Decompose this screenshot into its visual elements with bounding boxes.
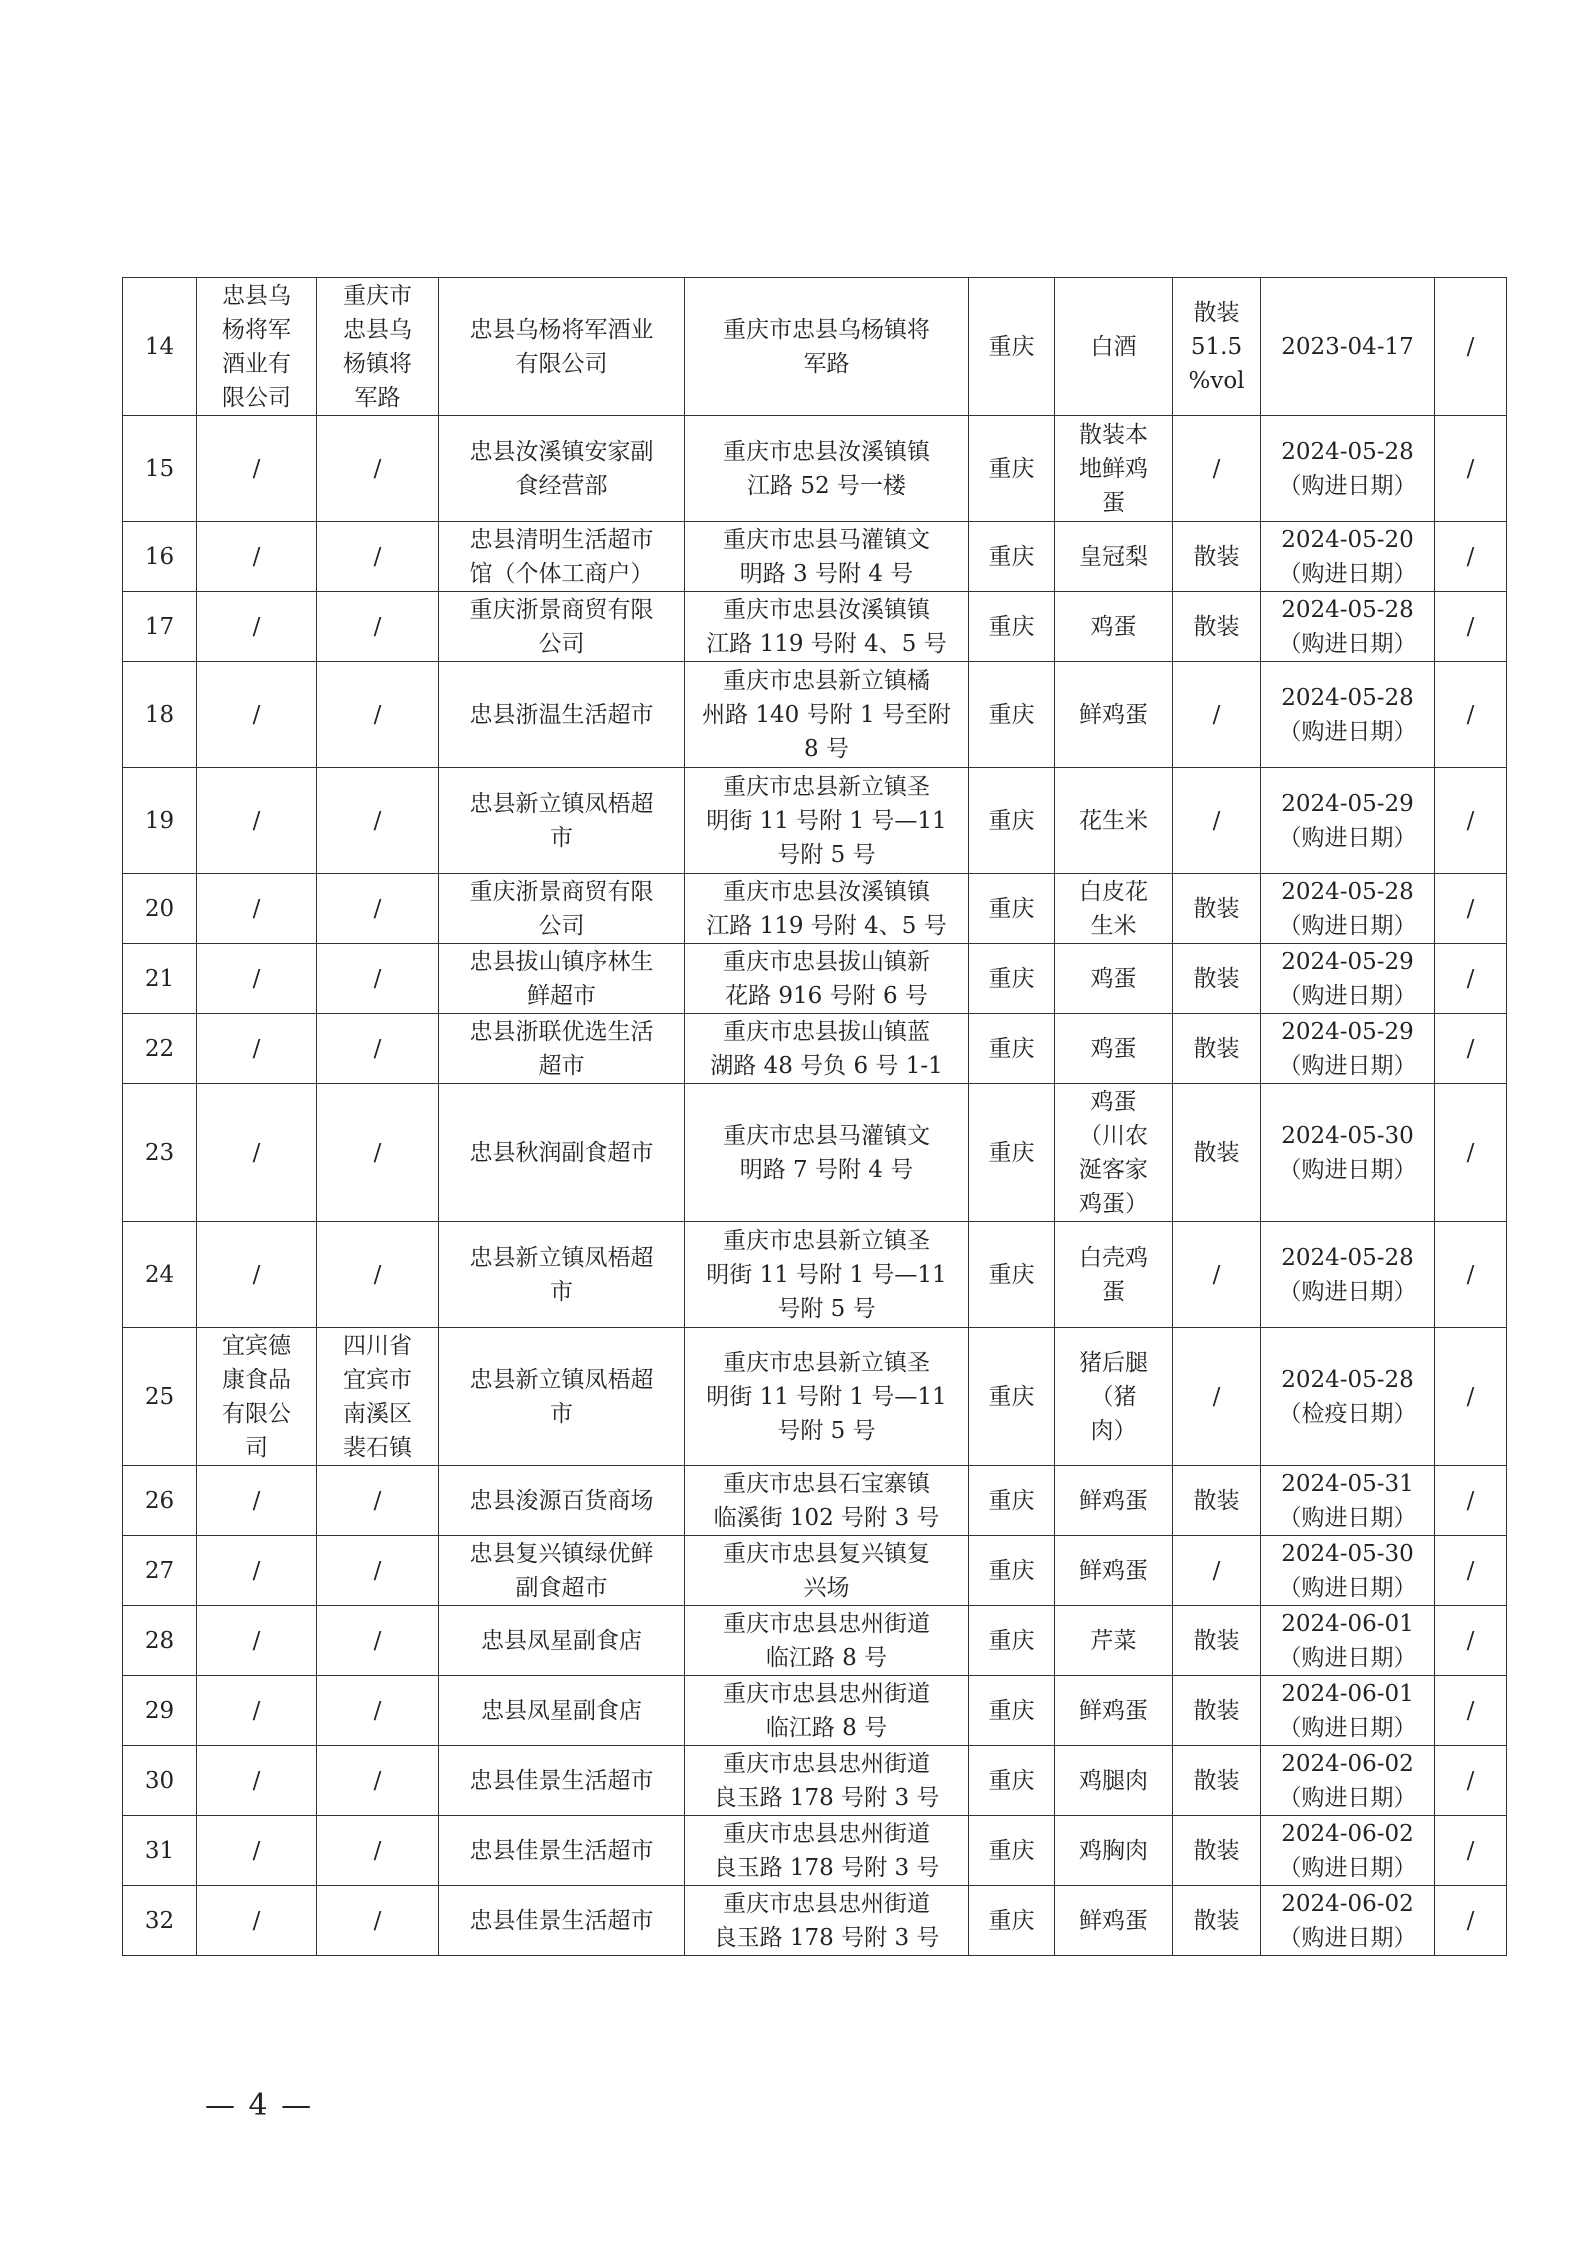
cell-production-date: 2024-06-02 （购进日期） — [1261, 1886, 1435, 1956]
cell-sampled-entity-name: 忠县浚源百货商场 — [439, 1466, 685, 1536]
cell-sampled-entity-address: 重庆市忠县汝溪镇镇 江路 52 号一楼 — [685, 416, 969, 522]
cell-manufacturer-name: / — [197, 416, 317, 522]
cell-remarks: / — [1435, 1536, 1507, 1606]
cell-product-name: 皇冠梨 — [1055, 522, 1173, 592]
cell-specification: 散装 — [1173, 522, 1261, 592]
cell-manufacturer-address: 四川省 宜宾市 南溪区 裴石镇 — [317, 1328, 439, 1466]
cell-manufacturer-address: / — [317, 768, 439, 874]
table-row — [123, 944, 1507, 1014]
cell-sampled-entity-address: 重庆市忠县拔山镇新 花路 916 号附 6 号 — [685, 944, 969, 1014]
cell-manufacturer-address: / — [317, 1466, 439, 1536]
cell-specification: 散装 — [1173, 1676, 1261, 1746]
cell-production-date: 2024-05-29 （购进日期） — [1261, 768, 1435, 874]
cell-serial-no: 20 — [123, 874, 197, 944]
cell-production-date: 2024-05-30 （购进日期） — [1261, 1084, 1435, 1222]
cell-manufacturer-name: 忠县乌 杨将军 酒业有 限公司 — [197, 278, 317, 416]
cell-region: 重庆 — [969, 592, 1055, 662]
cell-sampled-entity-name: 忠县凤星副食店 — [439, 1606, 685, 1676]
cell-product-name: 鲜鸡蛋 — [1055, 1676, 1173, 1746]
cell-production-date: 2024-05-30 （购进日期） — [1261, 1536, 1435, 1606]
cell-region: 重庆 — [969, 1606, 1055, 1676]
table-row — [123, 874, 1507, 944]
table-row — [123, 416, 1507, 522]
cell-region: 重庆 — [969, 874, 1055, 944]
cell-region: 重庆 — [969, 768, 1055, 874]
cell-sampled-entity-address: 重庆市忠县汝溪镇镇 江路 119 号附 4、5 号 — [685, 592, 969, 662]
cell-manufacturer-name: / — [197, 1606, 317, 1676]
cell-region: 重庆 — [969, 1816, 1055, 1886]
cell-sampled-entity-name: 忠县浙联优选生活 超市 — [439, 1014, 685, 1084]
cell-sampled-entity-name: 重庆浙景商贸有限 公司 — [439, 874, 685, 944]
cell-sampled-entity-name: 重庆浙景商贸有限 公司 — [439, 592, 685, 662]
cell-specification: / — [1173, 768, 1261, 874]
table-row — [123, 1816, 1507, 1886]
cell-manufacturer-name: / — [197, 768, 317, 874]
table-row — [123, 1746, 1507, 1816]
table-row — [123, 1886, 1507, 1956]
cell-serial-no: 28 — [123, 1606, 197, 1676]
table-row — [123, 1676, 1507, 1746]
table-row — [123, 662, 1507, 768]
cell-specification: 散装 — [1173, 944, 1261, 1014]
cell-serial-no: 18 — [123, 662, 197, 768]
cell-sampled-entity-address: 重庆市忠县新立镇圣 明街 11 号附 1 号—11 号附 5 号 — [685, 768, 969, 874]
cell-sampled-entity-name: 忠县浙温生活超市 — [439, 662, 685, 768]
cell-manufacturer-name: / — [197, 1084, 317, 1222]
cell-specification: 散装 — [1173, 1084, 1261, 1222]
cell-serial-no: 23 — [123, 1084, 197, 1222]
cell-region: 重庆 — [969, 1536, 1055, 1606]
cell-product-name: 鸡胸肉 — [1055, 1816, 1173, 1886]
cell-product-name: 鸡蛋 — [1055, 1014, 1173, 1084]
cell-region: 重庆 — [969, 278, 1055, 416]
cell-specification: 散装 — [1173, 1886, 1261, 1956]
cell-remarks: / — [1435, 278, 1507, 416]
cell-product-name: 白皮花 生米 — [1055, 874, 1173, 944]
cell-production-date: 2024-05-28 （购进日期） — [1261, 1222, 1435, 1328]
cell-manufacturer-address: / — [317, 1014, 439, 1084]
cell-region: 重庆 — [969, 944, 1055, 1014]
cell-production-date: 2024-06-02 （购进日期） — [1261, 1816, 1435, 1886]
cell-production-date: 2024-05-28 （购进日期） — [1261, 416, 1435, 522]
sampling-results-table — [122, 277, 1506, 1956]
cell-product-name: 白酒 — [1055, 278, 1173, 416]
cell-serial-no: 29 — [123, 1676, 197, 1746]
cell-region: 重庆 — [969, 1886, 1055, 1956]
cell-sampled-entity-address: 重庆市忠县乌杨镇将 军路 — [685, 278, 969, 416]
cell-remarks: / — [1435, 416, 1507, 522]
cell-sampled-entity-address: 重庆市忠县马灌镇文 明路 7 号附 4 号 — [685, 1084, 969, 1222]
cell-production-date: 2024-06-02 （购进日期） — [1261, 1746, 1435, 1816]
cell-serial-no: 32 — [123, 1886, 197, 1956]
cell-manufacturer-name: / — [197, 1886, 317, 1956]
table-row — [123, 1606, 1507, 1676]
cell-region: 重庆 — [969, 522, 1055, 592]
page-number: — 4 — — [205, 2088, 314, 2123]
cell-sampled-entity-address: 重庆市忠县新立镇橘 州路 140 号附 1 号至附 8 号 — [685, 662, 969, 768]
cell-serial-no: 14 — [123, 278, 197, 416]
cell-sampled-entity-address: 重庆市忠县忠州街道 良玉路 178 号附 3 号 — [685, 1746, 969, 1816]
cell-region: 重庆 — [969, 1746, 1055, 1816]
cell-remarks: / — [1435, 1816, 1507, 1886]
cell-remarks: / — [1435, 1606, 1507, 1676]
cell-sampled-entity-address: 重庆市忠县拔山镇蓝 湖路 48 号负 6 号 1-1 — [685, 1014, 969, 1084]
cell-manufacturer-address: / — [317, 1746, 439, 1816]
cell-product-name: 鲜鸡蛋 — [1055, 662, 1173, 768]
cell-product-name: 花生米 — [1055, 768, 1173, 874]
cell-sampled-entity-address: 重庆市忠县新立镇圣 明街 11 号附 1 号—11 号附 5 号 — [685, 1328, 969, 1466]
cell-product-name: 鲜鸡蛋 — [1055, 1886, 1173, 1956]
cell-specification: 散装 — [1173, 1014, 1261, 1084]
cell-sampled-entity-name: 忠县清明生活超市 馆（个体工商户） — [439, 522, 685, 592]
cell-production-date: 2024-06-01 （购进日期） — [1261, 1606, 1435, 1676]
cell-remarks: / — [1435, 1746, 1507, 1816]
cell-manufacturer-name: / — [197, 522, 317, 592]
cell-remarks: / — [1435, 1084, 1507, 1222]
table-row — [123, 522, 1507, 592]
cell-sampled-entity-address: 重庆市忠县马灌镇文 明路 3 号附 4 号 — [685, 522, 969, 592]
cell-remarks: / — [1435, 1014, 1507, 1084]
cell-product-name: 芹菜 — [1055, 1606, 1173, 1676]
cell-manufacturer-address: / — [317, 1606, 439, 1676]
cell-sampled-entity-address: 重庆市忠县新立镇圣 明街 11 号附 1 号—11 号附 5 号 — [685, 1222, 969, 1328]
cell-remarks: / — [1435, 1676, 1507, 1746]
table-row — [123, 1328, 1507, 1466]
cell-manufacturer-name: / — [197, 592, 317, 662]
cell-sampled-entity-name: 忠县乌杨将军酒业 有限公司 — [439, 278, 685, 416]
cell-specification: / — [1173, 1222, 1261, 1328]
table-row — [123, 278, 1507, 416]
cell-sampled-entity-name: 忠县新立镇凤梧超 市 — [439, 768, 685, 874]
cell-production-date: 2024-06-01 （购进日期） — [1261, 1676, 1435, 1746]
cell-serial-no: 19 — [123, 768, 197, 874]
cell-remarks: / — [1435, 522, 1507, 592]
cell-sampled-entity-address: 重庆市忠县忠州街道 良玉路 178 号附 3 号 — [685, 1886, 969, 1956]
cell-manufacturer-name: / — [197, 1746, 317, 1816]
table-row — [123, 1466, 1507, 1536]
cell-manufacturer-address: / — [317, 1816, 439, 1886]
cell-specification: / — [1173, 416, 1261, 522]
cell-manufacturer-address: / — [317, 1676, 439, 1746]
cell-sampled-entity-address: 重庆市忠县忠州街道 良玉路 178 号附 3 号 — [685, 1816, 969, 1886]
cell-sampled-entity-address: 重庆市忠县复兴镇复 兴场 — [685, 1536, 969, 1606]
cell-sampled-entity-name: 忠县凤星副食店 — [439, 1676, 685, 1746]
cell-manufacturer-address: / — [317, 522, 439, 592]
cell-specification: 散装 51.5 %vol — [1173, 278, 1261, 416]
cell-manufacturer-address: / — [317, 1536, 439, 1606]
cell-specification: 散装 — [1173, 1606, 1261, 1676]
cell-serial-no: 31 — [123, 1816, 197, 1886]
cell-manufacturer-address: / — [317, 944, 439, 1014]
cell-sampled-entity-address: 重庆市忠县石宝寨镇 临溪街 102 号附 3 号 — [685, 1466, 969, 1536]
table-row — [123, 1084, 1507, 1222]
cell-product-name: 鸡蛋 — [1055, 592, 1173, 662]
cell-production-date: 2024-05-28 （购进日期） — [1261, 592, 1435, 662]
table-body — [123, 278, 1507, 1956]
cell-manufacturer-address: / — [317, 416, 439, 522]
cell-sampled-entity-name: 忠县佳景生活超市 — [439, 1746, 685, 1816]
cell-sampled-entity-address: 重庆市忠县忠州街道 临江路 8 号 — [685, 1606, 969, 1676]
cell-specification: / — [1173, 662, 1261, 768]
cell-serial-no: 16 — [123, 522, 197, 592]
cell-sampled-entity-name: 忠县拔山镇序林生 鲜超市 — [439, 944, 685, 1014]
cell-serial-no: 21 — [123, 944, 197, 1014]
cell-sampled-entity-address: 重庆市忠县忠州街道 临江路 8 号 — [685, 1676, 969, 1746]
cell-sampled-entity-name: 忠县秋润副食超市 — [439, 1084, 685, 1222]
cell-serial-no: 22 — [123, 1014, 197, 1084]
cell-manufacturer-name: / — [197, 1222, 317, 1328]
table-row — [123, 1014, 1507, 1084]
cell-sampled-entity-name: 忠县复兴镇绿优鲜 副食超市 — [439, 1536, 685, 1606]
cell-sampled-entity-name: 忠县新立镇凤梧超 市 — [439, 1222, 685, 1328]
table-row — [123, 768, 1507, 874]
cell-manufacturer-name: 宜宾德 康食品 有限公 司 — [197, 1328, 317, 1466]
cell-serial-no: 17 — [123, 592, 197, 662]
cell-specification: 散装 — [1173, 1816, 1261, 1886]
cell-production-date: 2024-05-20 （购进日期） — [1261, 522, 1435, 592]
cell-sampled-entity-name: 忠县佳景生活超市 — [439, 1816, 685, 1886]
cell-specification: 散装 — [1173, 874, 1261, 944]
table-row — [123, 1222, 1507, 1328]
cell-product-name: 猪后腿 （猪 肉） — [1055, 1328, 1173, 1466]
cell-specification: / — [1173, 1328, 1261, 1466]
cell-region: 重庆 — [969, 1328, 1055, 1466]
cell-manufacturer-name: / — [197, 1536, 317, 1606]
cell-region: 重庆 — [969, 416, 1055, 522]
cell-specification: / — [1173, 1536, 1261, 1606]
cell-specification: 散装 — [1173, 592, 1261, 662]
cell-remarks: / — [1435, 1466, 1507, 1536]
table-row — [123, 592, 1507, 662]
cell-product-name: 鸡蛋 （川农 涎客家 鸡蛋） — [1055, 1084, 1173, 1222]
cell-serial-no: 26 — [123, 1466, 197, 1536]
cell-specification: 散装 — [1173, 1746, 1261, 1816]
cell-manufacturer-address: / — [317, 1222, 439, 1328]
cell-serial-no: 24 — [123, 1222, 197, 1328]
cell-sampled-entity-name: 忠县佳景生活超市 — [439, 1886, 685, 1956]
cell-production-date: 2024-05-31 （购进日期） — [1261, 1466, 1435, 1536]
cell-remarks: / — [1435, 874, 1507, 944]
cell-production-date: 2023-04-17 — [1261, 278, 1435, 416]
cell-region: 重庆 — [969, 662, 1055, 768]
cell-production-date: 2024-05-28 （购进日期） — [1261, 874, 1435, 944]
cell-region: 重庆 — [969, 1084, 1055, 1222]
cell-manufacturer-name: / — [197, 1466, 317, 1536]
cell-product-name: 鸡蛋 — [1055, 944, 1173, 1014]
cell-remarks: / — [1435, 944, 1507, 1014]
cell-manufacturer-name: / — [197, 1816, 317, 1886]
cell-production-date: 2024-05-29 （购进日期） — [1261, 944, 1435, 1014]
cell-serial-no: 15 — [123, 416, 197, 522]
cell-manufacturer-address: / — [317, 1084, 439, 1222]
cell-region: 重庆 — [969, 1676, 1055, 1746]
cell-production-date: 2024-05-29 （购进日期） — [1261, 1014, 1435, 1084]
cell-manufacturer-address: / — [317, 874, 439, 944]
cell-production-date: 2024-05-28 （检疫日期） — [1261, 1328, 1435, 1466]
cell-manufacturer-name: / — [197, 944, 317, 1014]
cell-product-name: 白壳鸡 蛋 — [1055, 1222, 1173, 1328]
table-row — [123, 1536, 1507, 1606]
cell-sampled-entity-name: 忠县汝溪镇安家副 食经营部 — [439, 416, 685, 522]
cell-product-name: 鲜鸡蛋 — [1055, 1536, 1173, 1606]
cell-sampled-entity-address: 重庆市忠县汝溪镇镇 江路 119 号附 4、5 号 — [685, 874, 969, 944]
cell-manufacturer-address: / — [317, 662, 439, 768]
data-table — [122, 277, 1507, 1956]
cell-remarks: / — [1435, 1886, 1507, 1956]
cell-remarks: / — [1435, 1328, 1507, 1466]
cell-manufacturer-name: / — [197, 662, 317, 768]
cell-remarks: / — [1435, 1222, 1507, 1328]
cell-remarks: / — [1435, 768, 1507, 874]
cell-manufacturer-address: 重庆市 忠县乌 杨镇将 军路 — [317, 278, 439, 416]
cell-serial-no: 25 — [123, 1328, 197, 1466]
cell-production-date: 2024-05-28 （购进日期） — [1261, 662, 1435, 768]
cell-manufacturer-name: / — [197, 874, 317, 944]
cell-product-name: 鲜鸡蛋 — [1055, 1466, 1173, 1536]
cell-product-name: 鸡腿肉 — [1055, 1746, 1173, 1816]
cell-serial-no: 30 — [123, 1746, 197, 1816]
cell-region: 重庆 — [969, 1466, 1055, 1536]
cell-product-name: 散装本 地鲜鸡 蛋 — [1055, 416, 1173, 522]
cell-serial-no: 27 — [123, 1536, 197, 1606]
cell-remarks: / — [1435, 592, 1507, 662]
cell-sampled-entity-name: 忠县新立镇凤梧超 市 — [439, 1328, 685, 1466]
cell-remarks: / — [1435, 662, 1507, 768]
cell-region: 重庆 — [969, 1222, 1055, 1328]
cell-manufacturer-name: / — [197, 1014, 317, 1084]
cell-region: 重庆 — [969, 1014, 1055, 1084]
cell-manufacturer-address: / — [317, 1886, 439, 1956]
cell-manufacturer-name: / — [197, 1676, 317, 1746]
cell-specification: 散装 — [1173, 1466, 1261, 1536]
cell-manufacturer-address: / — [317, 592, 439, 662]
